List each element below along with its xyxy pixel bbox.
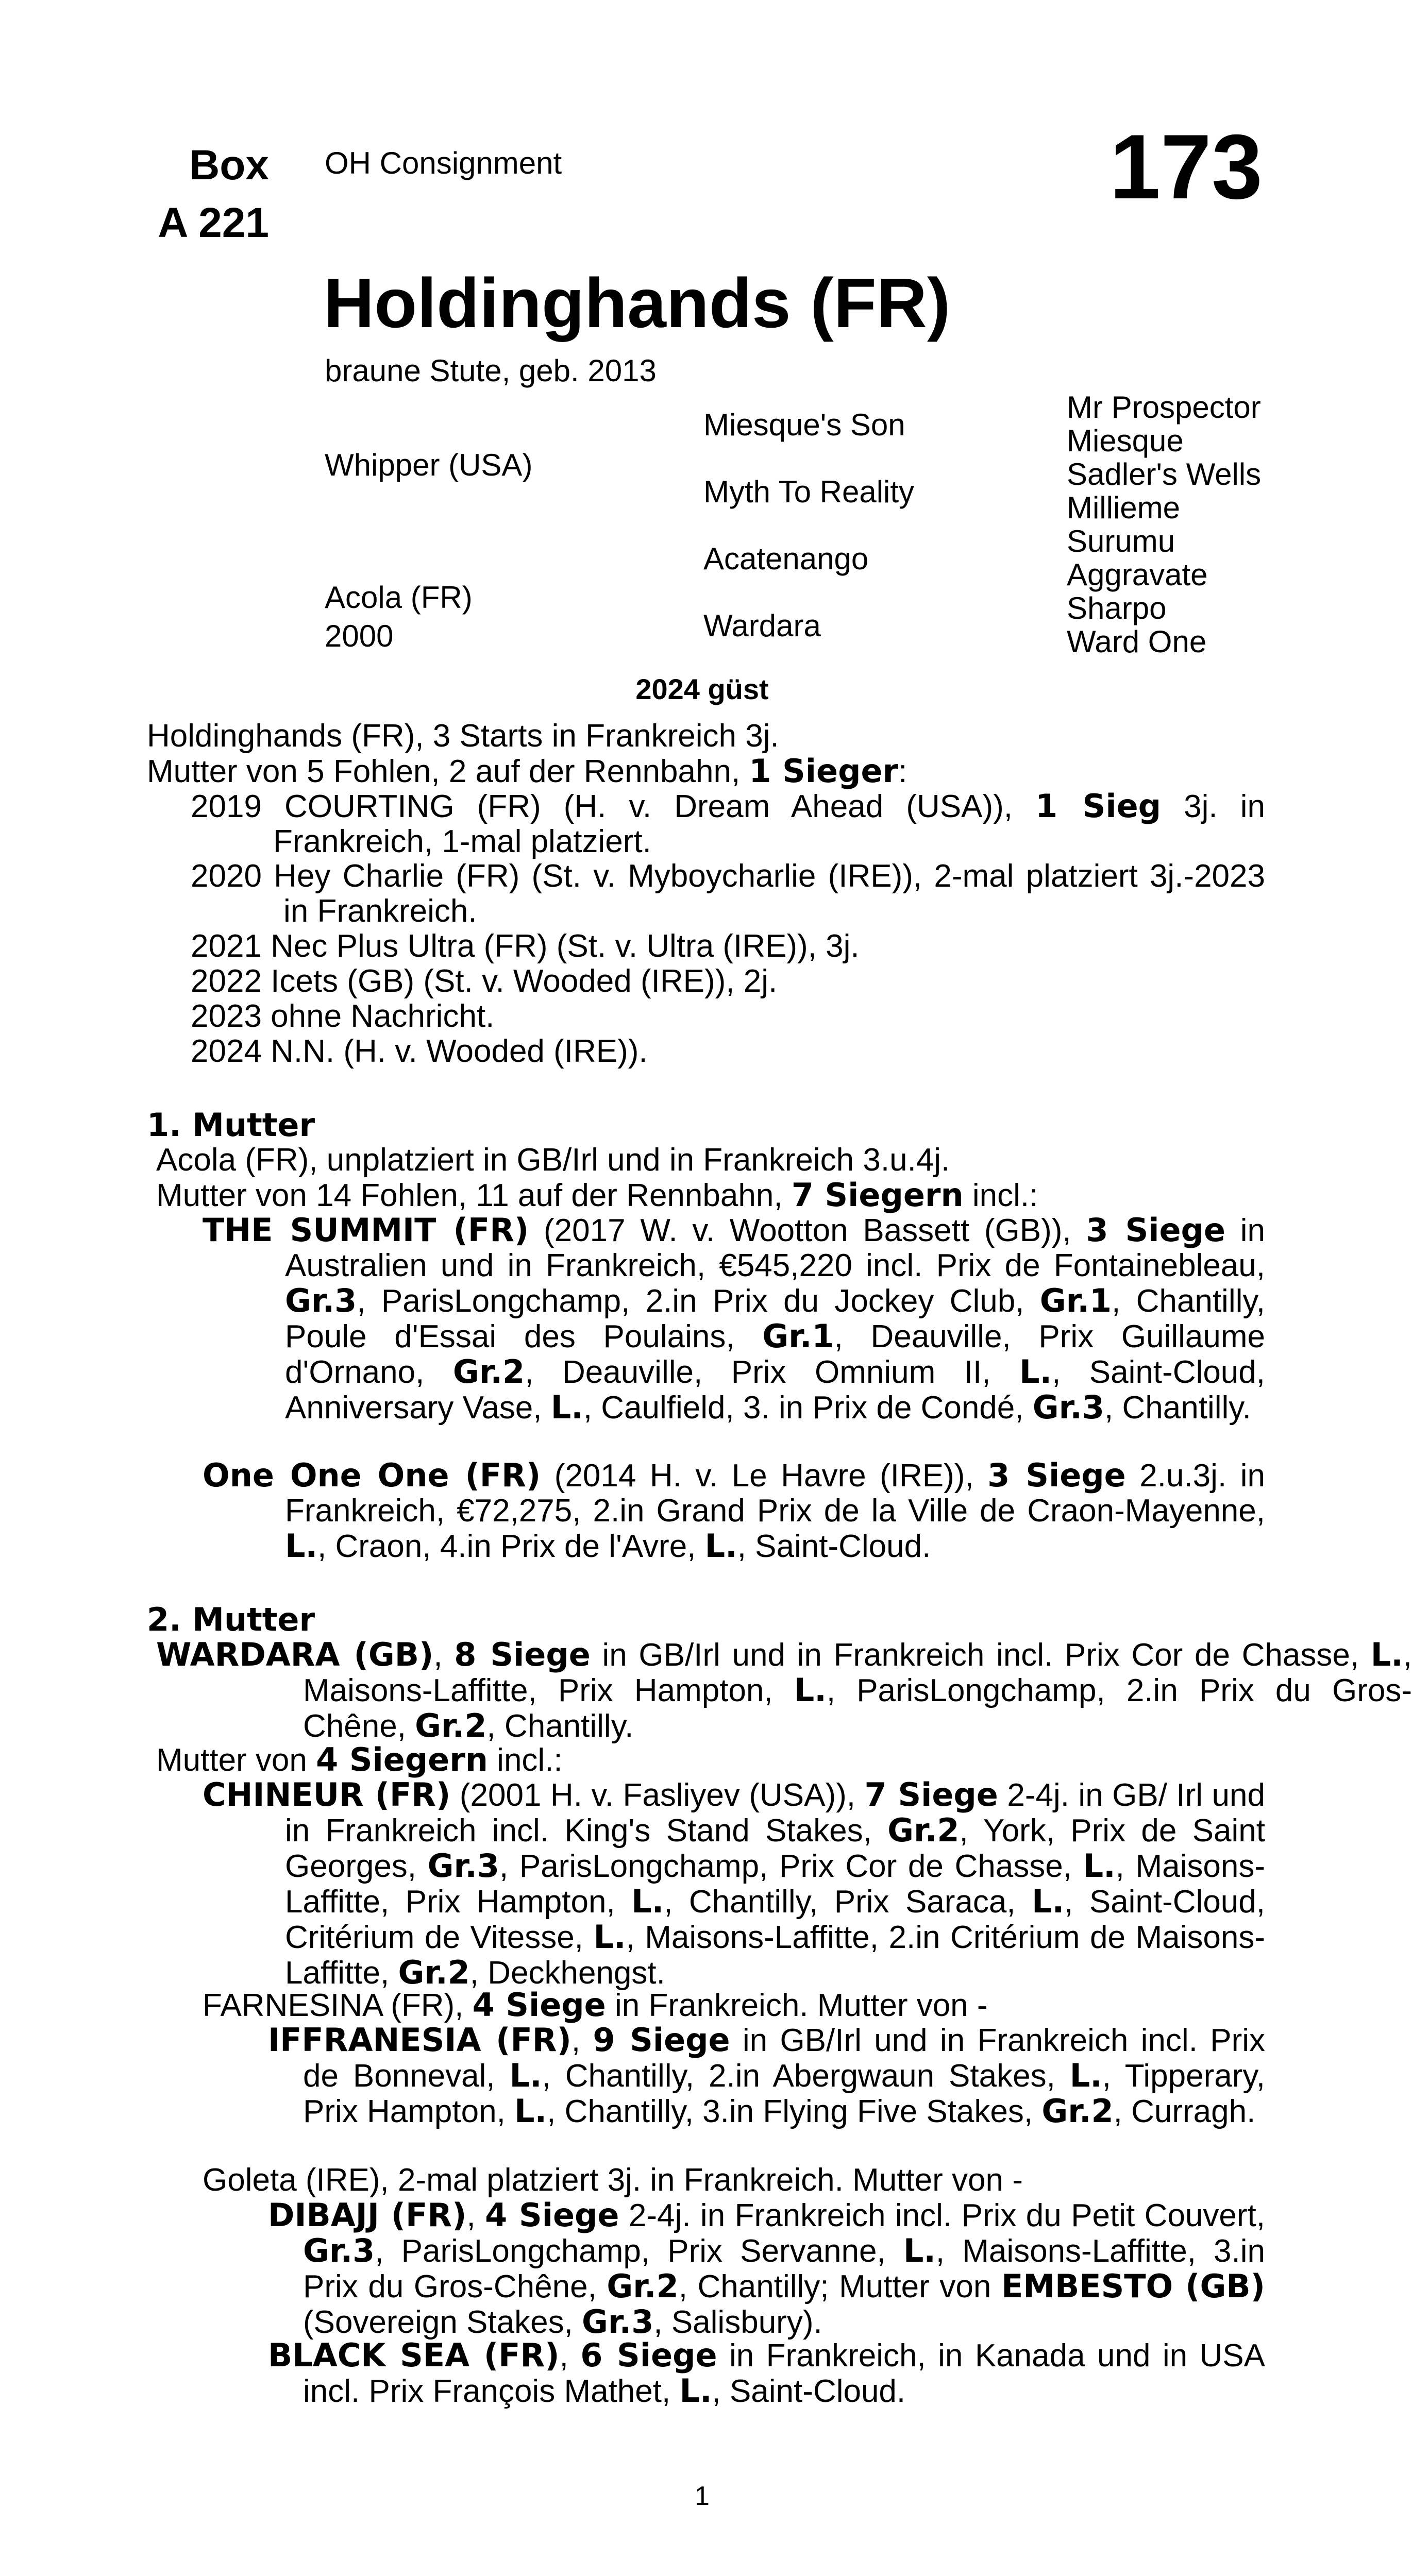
chineur-name: CHINEUR (FR) [203,1776,451,1814]
pedigree-dam-dam: Wardara [703,608,821,643]
first-dam-produce [156,1178,1038,1213]
page-number: 1 [695,2481,710,2511]
second-dam-produce [156,1742,563,1778]
grandprogeny-iffranesia [268,2021,1265,2130]
box-label-line1: Box [189,142,269,189]
bold-run: 3 Siege [1086,1211,1225,1249]
one-one-one-name: One One One (FR) [203,1456,541,1494]
first-dam-produce-text: Mutter von 14 Fohlen, 11 auf der Rennbahn, [156,1178,792,1213]
first-dam-heading: 1. Mutter [147,1106,315,1144]
iffranesia-name: IFFRANESIA (FR) [268,2021,571,2059]
text-run: in Frankreich. Mutter von - [606,1988,988,2023]
text-run: , Maisons-Laffitte, 2.in Critérium de Maisons-Laffitte, [285,1920,1266,1991]
text-run: , Chantilly, Prix Saraca, [664,1884,1032,1920]
text-run: , Salisbury). [653,2304,822,2340]
bold-run: L. [903,2232,936,2269]
mare-record: Holdinghands (FR), 3 Starts in Frankreich 3j. [147,718,779,754]
pedigree-g3-1: Mr Prospector [1067,390,1261,425]
horse-name: Holdinghands (FR) [324,264,951,342]
text-run: , Chantilly. [486,1708,634,1744]
produce-2019 [191,787,1265,859]
text-run: (2014 H. v. Le Havre (IRE)), [541,1458,988,1494]
bold-run: L. [1032,1883,1065,1920]
dibajj-name: DIBAJJ (FR) [268,2196,467,2234]
text-run: 2-4j. in GB/ Irl und in Frankreich incl. King's Stand Stakes, [285,1777,1265,1849]
produce-winners: 1 Sieger [749,752,899,790]
bold-run: Gr.2 [415,1707,487,1744]
bold-run: Gr.2 [452,1353,525,1391]
pedigree-sire-sire: Miesque's Son [703,408,905,442]
text-run: , Saint-Cloud, Critérium de Vitesse, [285,1884,1265,1955]
text-run: , Chantilly. [1104,1390,1251,1426]
bold-run: 6 Siege [580,2336,717,2374]
text-run: , ParisLongchamp, 2.in Prix du Jockey Club, [357,1283,1040,1319]
pedigree-g3-4: Millieme [1067,490,1181,525]
bold-run: Gr.2 [398,1954,470,1991]
produce-2019-text: 2019 COURTING (FR) (H. v. Dream Ahead (USA)), [191,789,1036,824]
text-run: , Saint-Cloud. [737,1529,931,1564]
bold-run: L. [1370,1636,1403,1673]
bold-run: L. [1019,1353,1052,1391]
first-dam-produce-rest: incl.: [963,1178,1038,1213]
text-run: Mutter von [156,1742,316,1778]
bold-run: Gr.3 [303,2232,375,2269]
pedigree-g3-7: Sharpo [1067,591,1167,625]
progeny-chineur [203,1776,1266,1991]
bold-run: Gr.1 [1039,1282,1112,1319]
bold-run: Gr.3 [1032,1388,1105,1426]
pedigree-sire-dam: Myth To Reality [703,474,915,509]
text-run: , Chantilly, 3.in Flying Five Stakes, [547,2094,1042,2129]
bold-run: 4 Siege [485,2196,619,2234]
produce-2022: 2022 Icets (GB) (St. v. Wooded (IRE)), 2j. [191,963,778,999]
second-dam-heading: 2. Mutter [147,1601,315,1638]
bold-run: Gr.1 [762,1317,834,1355]
bold-run: L. [514,2092,547,2130]
bold-run: Gr.2 [1041,2092,1114,2130]
text-run: , Maisons-Laffitte, Prix Hampton, [303,1637,1412,1708]
bold-run: L. [550,1388,583,1426]
pedigree-g3-2: Miesque [1067,423,1184,458]
text-run: , Chantilly, 2.in Abergwaun Stakes, [542,2058,1070,2094]
progeny-goleta: Goleta (IRE), 2-mal platziert 3j. in Frankreich. Mutter von - [203,2162,1023,2198]
the-summit-name: THE SUMMIT (FR) [203,1211,529,1249]
text-run: , Deauville, Prix Omnium II, [525,1354,1019,1390]
bold-run: L. [704,1527,737,1565]
bold-run: Gr.2 [607,2267,679,2305]
pedigree-g3-3: Sadler's Wells [1067,457,1262,492]
produce-2019-wins: 1 Sieg [1035,787,1162,825]
text-run: , Deauville, Prix Guillaume d'Ornano, [285,1319,1265,1390]
text-run: 2.u.3j. in Frankreich, €72,275, 2.in Grand Prix de la Ville de Craon-Mayenne, [285,1458,1265,1529]
produce-summary-colon: : [898,754,907,789]
text-run: in Australien und in Frankreich, €545,220 incl. Prix de Fontainebleau, [285,1213,1265,1283]
bold-run: L. [593,1918,626,1956]
first-dam-record: Acola (FR), unplatziert in GB/Irl und in Frankreich 3.u.4j. [156,1142,950,1178]
wardara-name: WARDARA (GB) [156,1636,434,1673]
text-run: , Chantilly; Mutter von [678,2269,1001,2304]
text-run: , ParisLongchamp, 2.in Prix du Gros-Chêne, [303,1673,1412,1744]
text-run: , [433,1637,455,1673]
text-run: (2001 H. v. Fasliyev (USA)), [450,1777,865,1813]
text-run: incl.: [488,1742,563,1778]
text-run: in GB/Irl und in Frankreich incl. Prix Cor de Chasse, [590,1637,1371,1673]
text-run: , ParisLongchamp, Prix Servanne, [375,2233,903,2269]
text-run: , [559,2338,581,2374]
bold-run: L. [631,1883,664,1920]
text-run: 2-4j. in Frankreich incl. Prix du Petit Couvert, [619,2198,1265,2233]
grandprogeny-dibajj [268,2196,1266,2341]
second-dam-winners: 4 Siegern [316,1741,488,1778]
black-sea-name: BLACK SEA (FR) [268,2336,560,2374]
text-run: , Saint-Cloud, Anniversary Vase, [285,1354,1265,1426]
produce-2020: 2020 Hey Charlie (FR) (St. v. Myboycharlie (IRE)), 2-mal platziert 3j.-2023 in Frankreich. [191,858,1265,929]
pedigree-g3-6: Aggravate [1067,557,1208,592]
text-run: , Saint-Cloud. [712,2374,906,2409]
produce-2024: 2024 N.N. (H. v. Wooded (IRE)). [191,1033,648,1069]
breeding-status: 2024 güst [635,673,769,705]
text-run: (2017 W. v. Wootton Bassett (GB)), [529,1213,1086,1248]
bold-run: L. [1069,2057,1102,2094]
box-label-line2: A 221 [158,199,269,246]
produce-summary-text: Mutter von 5 Fohlen, 2 auf der Rennbahn, [147,754,749,789]
bold-run: 7 Siege [864,1776,998,1814]
produce-2019-rest: 3j. in Frankreich, 1-mal platziert. [273,789,1265,859]
text-run: (Sovereign Stakes, [303,2304,582,2340]
bold-run: 9 Siege [593,2021,730,2059]
text-run: , [571,2023,593,2058]
text-run: , Maisons-Laffitte, Prix Hampton, [285,1849,1265,1920]
bold-run: L. [794,1671,827,1709]
bold-run: Gr.3 [427,1847,499,1885]
text-run: , Tipperary, Prix Hampton, [303,2058,1265,2129]
pedigree-g3-5: Surumu [1067,524,1175,558]
bold-run: L. [1083,1847,1116,1885]
text-run: , Caulfield, 3. in Prix de Condé, [583,1390,1033,1426]
embesto-name: EMBESTO (GB) [1001,2267,1266,2305]
produce-2021: 2021 Nec Plus Ultra (FR) (St. v. Ultra (IRE)), 3j. [191,928,860,964]
text-run: , ParisLongchamp, Prix Cor de Chasse, [499,1849,1083,1884]
progeny-farnesina [203,1988,988,2023]
text-run: , Chantilly, Poule d'Essai des Poulains, [285,1283,1266,1354]
pedigree-g3-8: Ward One [1067,624,1207,659]
text-run: , Craon, 4.in Prix de l'Avre, [317,1529,705,1564]
horse-description: braune Stute, geb. 2013 [325,353,657,388]
pedigree-dam-sire: Acatenango [703,541,869,576]
text-run: , [466,2198,485,2233]
text-run: FARNESINA (FR), [203,1988,473,2023]
produce-2023: 2023 ohne Nachricht. [191,998,495,1034]
bold-run: L. [509,2057,542,2094]
second-dam-wardara [156,1637,1412,1744]
text-run: in GB/Irl und in Frankreich incl. Prix de Bonneval, [303,2023,1265,2094]
pedigree-sire: Whipper (USA) [325,448,533,482]
lot-number: 173 [1110,115,1263,218]
bold-run: Gr.3 [582,2303,654,2341]
text-run: , York, Prix de Saint Georges, [285,1813,1266,1884]
consignor: OH Consignment [325,146,562,180]
bold-run: Gr.3 [285,1282,357,1319]
box-label [145,137,269,252]
bold-run: L. [285,1527,318,1565]
text-run: , Deckhengst. [469,1955,665,1991]
text-run: , Curragh. [1113,2094,1256,2129]
mare-produce-summary [147,754,907,789]
progeny-the-summit [203,1211,1266,1426]
grandprogeny-black-sea [268,2336,1266,2410]
bold-run: Gr.2 [887,1811,960,1849]
bold-run: 8 Siege [454,1636,591,1673]
text-run: in Frankreich, in Kanada und in USA incl. Prix François Mathet, [303,2338,1266,2409]
bold-run: 3 Siege [987,1456,1126,1494]
pedigree-dam: Acola (FR) [325,580,473,615]
text-run: , Maisons-Laffitte, 3.in Prix du Gros-Chêne, [303,2233,1265,2304]
first-dam-winners: 7 Siegern [791,1176,964,1214]
pedigree-dam-year: 2000 [325,619,394,653]
bold-run: L. [679,2372,712,2410]
progeny-one-one-one [203,1456,1265,1565]
bold-run: 4 Siege [472,1986,606,2024]
